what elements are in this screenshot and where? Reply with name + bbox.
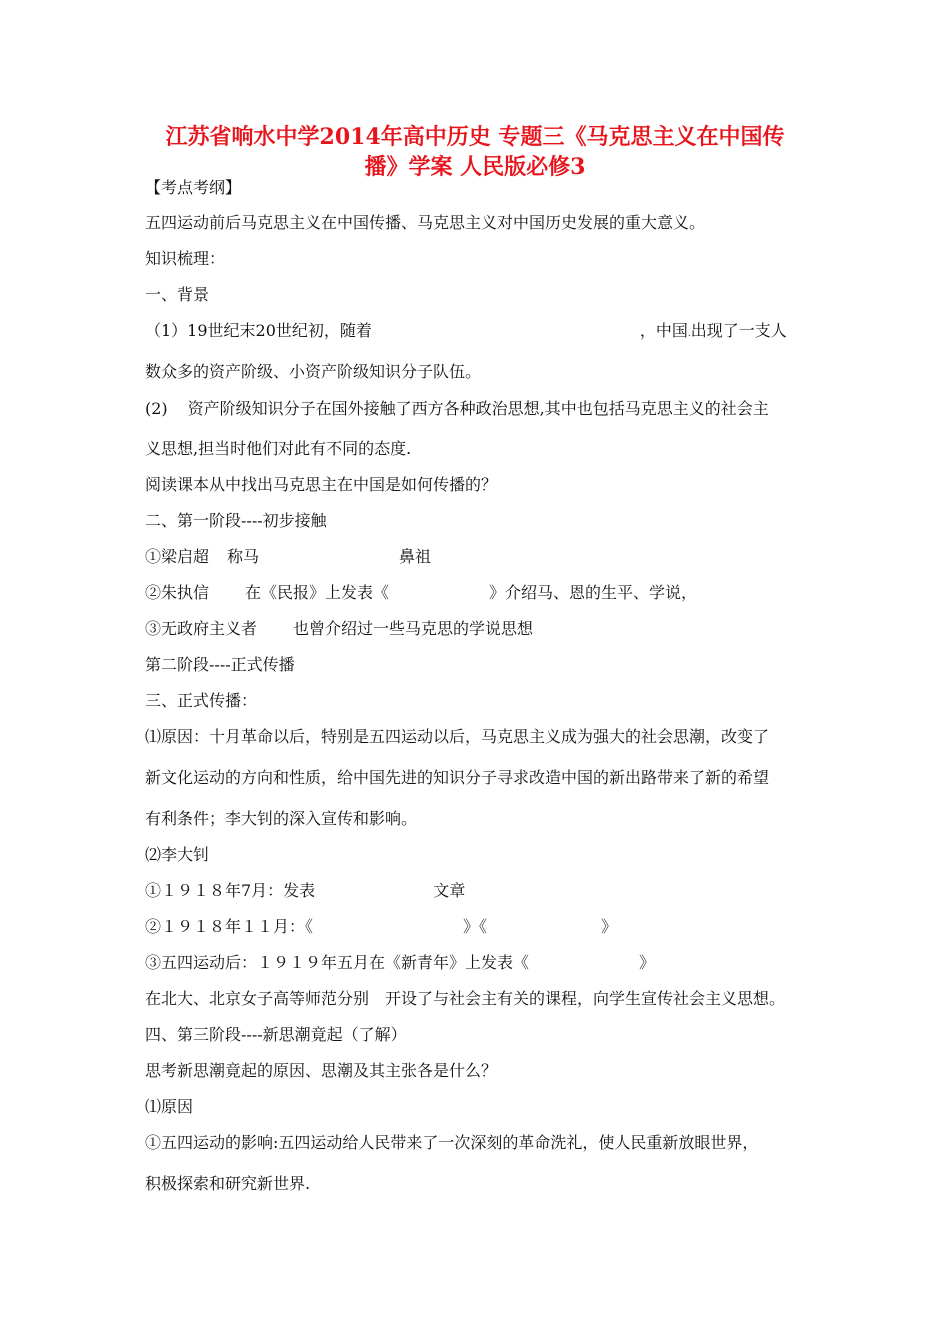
- background-item-1: [145, 321, 787, 344]
- li-item-2: [145, 917, 617, 937]
- li-dazhao-heading: ⑵李大钊: [145, 845, 210, 864]
- li-item-1: [145, 881, 465, 901]
- li3-end: 》: [639, 953, 656, 972]
- reason-heading: ⑴原因: [145, 1097, 194, 1116]
- stage-2-heading: 第二阶段----正式传播: [145, 655, 295, 674]
- reason-item-1: ①五四运动的影响:五四运动给人民带来了一次深刻的革命洗礼，使人民重新放眼世界，: [145, 1133, 759, 1152]
- s1-2-person: ②朱执信: [145, 583, 210, 602]
- li2-text: ②１９１８年１１月：《: [145, 917, 314, 936]
- bg2-number: (2): [145, 399, 168, 418]
- s1-2-end: 》介绍马、恩的生平、学说，: [489, 583, 698, 602]
- s1-1-text: 称马: [227, 547, 260, 566]
- li2-middle: 》《: [463, 917, 488, 936]
- reading-prompt: 阅读课本从中找出马克思主在中国是如何传播的？: [145, 475, 498, 494]
- reason-item-1-cont: 积极探索和研究新世界.: [145, 1174, 311, 1193]
- background-item-2: [145, 399, 769, 419]
- bg1-text-c: 出现了一支人: [690, 321, 787, 340]
- bg1-dot: .: [687, 329, 691, 339]
- background-item-1-cont: 数众多的资产阶级、小资产阶级知识分子队伍。: [145, 362, 482, 381]
- li3-text: ③五四运动后：１９１９年五月在《新青年》上发表《: [145, 953, 530, 972]
- zhishi-heading: 知识梳理：: [145, 249, 226, 268]
- kaodian-text: 五四运动前后马克思主义在中国传播、马克思主义对中国历史发展的重大意义。: [145, 213, 706, 232]
- doc-title-line-1: 江苏省响水中学2014年高中历史 专题三《马克思主义在中国传: [165, 124, 785, 150]
- think-prompt: 思考新思潮竟起的原因、思潮及其主张各是什么？: [145, 1061, 498, 1080]
- doc-title-line-2: 播》学案 人民版必修3: [364, 154, 586, 180]
- s1-1-end: 鼻祖: [399, 547, 432, 566]
- bg1-text-a: （1）19世纪末20世纪初，随着: [145, 321, 372, 340]
- bg1-text-b: ，中国: [639, 321, 688, 340]
- stage-1-item-2: [145, 583, 697, 603]
- bg2-text: 资产阶级知识分子在国外接触了西方各种政治思想,其中也包括马克思主义的社会主: [187, 399, 769, 418]
- cause-line-3: 有利条件；李大钊的深入宣传和影响。: [145, 809, 418, 828]
- stage-1-item-3: [145, 619, 533, 639]
- stage-1-heading: 二、第一阶段----初步接触: [145, 511, 327, 530]
- kaodian-header: 【考点考纲】: [145, 178, 242, 197]
- section-3-heading: 三、正式传播：: [145, 691, 258, 710]
- stage-1-item-1: [145, 547, 431, 567]
- background-heading: 一、背景: [145, 285, 210, 304]
- s1-1-person: ①梁启超: [145, 547, 210, 566]
- s1-3-person: ③无政府主义者: [145, 619, 258, 638]
- s1-2-text: 在《民报》上发表《: [245, 583, 390, 602]
- li-item-3: [145, 953, 655, 973]
- stage-3-heading: 四、第三阶段----新思潮竟起（了解）: [145, 1025, 407, 1044]
- li2-end: 》: [601, 917, 618, 936]
- s1-3-text: 也曾介绍过一些马克思的学说思想: [293, 619, 534, 638]
- cause-line-2: 新文化运动的方向和性质，给中国先进的知识分子寻求改造中国的新出路带来了新的希望: [145, 768, 770, 787]
- cause-line-1: ⑴原因：十月革命以后，特别是五四运动以后，马克思主义成为强大的社会思潮，改变了: [145, 727, 770, 746]
- li1-text: ①１９１８年7月：发表: [145, 881, 316, 900]
- li-courses: 在北大、北京女子高等师范分别 开设了与社会主有关的课程，向学生宣传社会主义思想。: [145, 989, 786, 1008]
- background-item-2-cont: 义思想,担当时他们对此有不同的态度.: [145, 439, 412, 458]
- li1-end: 文章: [433, 881, 466, 900]
